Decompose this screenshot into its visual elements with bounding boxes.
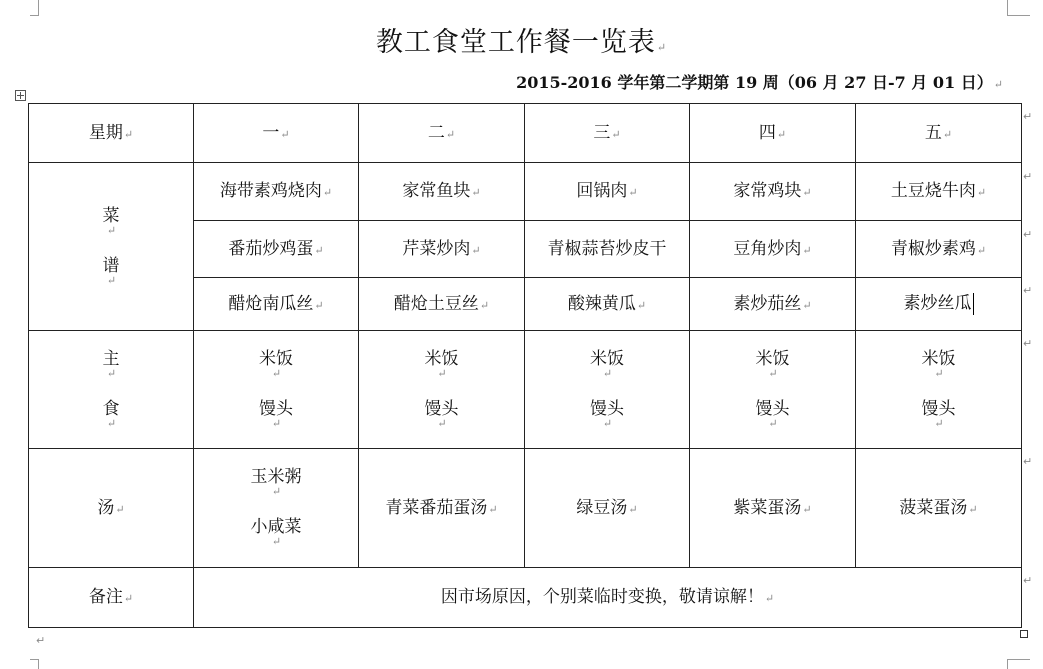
dish-text: 青椒炒素鸡 <box>890 238 976 259</box>
paragraph-mark: ↵ <box>993 78 1003 91</box>
soup-text: 小咸菜 <box>250 517 302 537</box>
row-end-mark: ↵ <box>1023 228 1033 241</box>
paragraph-mark: ↵ <box>636 298 647 312</box>
header-cell-thu[interactable] <box>690 104 856 163</box>
staple-text: 馒头 <box>590 398 624 419</box>
title-text: 教工食堂工作餐一览表 <box>375 27 656 58</box>
staple-text: 米饭 <box>921 348 956 369</box>
dish-cell[interactable] <box>359 278 525 331</box>
label-text: 食 <box>102 398 120 419</box>
row-end-mark: ↵ <box>1023 574 1033 587</box>
remarks-cell[interactable] <box>194 568 1022 628</box>
remarks-row <box>29 568 1022 628</box>
staple-text: 米饭 <box>424 348 459 369</box>
soup-row <box>29 449 1022 568</box>
soup-label-cell[interactable] <box>29 449 194 568</box>
soup-text: 绿豆汤 <box>576 497 628 518</box>
staple-cell[interactable] <box>856 331 1022 449</box>
paragraph-mark: ↵ <box>271 416 282 430</box>
dish-text: 素炒丝瓜 <box>903 293 972 314</box>
staple-text: 米饭 <box>590 348 624 369</box>
paragraph-mark: ↵ <box>768 366 778 380</box>
dish-text: 素炒茄丝 <box>733 293 802 314</box>
paragraph-mark: ↵ <box>106 366 117 380</box>
staple-label-cell[interactable] <box>29 331 194 449</box>
paragraph-mark: ↵ <box>271 485 282 498</box>
paragraph-mark: ↵ <box>488 502 498 516</box>
paragraph-mark: ↵ <box>656 41 668 54</box>
soup-text: 紫菜蛋汤 <box>733 497 802 518</box>
dish-cell[interactable] <box>194 278 359 331</box>
paragraph-mark: ↵ <box>106 416 117 430</box>
menu-table <box>28 103 1022 628</box>
menu-row-1 <box>29 163 1022 221</box>
remarks-label-cell[interactable] <box>29 568 194 628</box>
header-text: 五 <box>924 122 942 143</box>
dish-text: 家常鸡块 <box>733 181 802 201</box>
dish-cell-active[interactable] <box>856 278 1022 331</box>
menu-label-cell[interactable] <box>29 163 194 331</box>
header-cell-mon[interactable] <box>194 104 359 163</box>
page-corner-mark <box>1007 0 1030 16</box>
row-end-mark: ↵ <box>1023 284 1033 297</box>
paragraph-mark: ↵ <box>479 298 490 312</box>
dish-cell[interactable] <box>856 163 1022 221</box>
table-move-handle-icon[interactable] <box>15 90 26 101</box>
remarks-text: 因市场原因，个别菜临时变换，敬请谅解！ <box>440 587 764 607</box>
paragraph-mark: ↵ <box>314 298 324 312</box>
soup-cell[interactable] <box>359 449 525 568</box>
dish-text: 土豆烧牛肉 <box>890 181 976 201</box>
paragraph-mark: ↵ <box>437 416 447 430</box>
paragraph-mark: ↵ <box>802 186 812 199</box>
dish-cell[interactable] <box>525 278 690 331</box>
header-cell-tue[interactable] <box>359 104 525 163</box>
table-header-row <box>29 104 1022 163</box>
dish-cell[interactable] <box>856 221 1022 278</box>
header-text: 一 <box>262 122 280 143</box>
staple-cell[interactable] <box>359 331 525 449</box>
soup-text: 菠菜蛋汤 <box>899 497 968 518</box>
staple-cell[interactable] <box>194 331 359 449</box>
label-text: 菜 <box>102 205 120 226</box>
paragraph-mark: ↵ <box>628 186 638 199</box>
paragraph-mark: ↵ <box>602 366 613 380</box>
paragraph-mark: ↵ <box>802 298 812 312</box>
soup-cell[interactable] <box>194 449 359 568</box>
header-text: 星期 <box>88 122 123 143</box>
label-text: 主 <box>102 348 120 369</box>
paragraph-mark: ↵ <box>437 366 447 380</box>
dish-text: 回锅肉 <box>576 181 628 201</box>
paragraph-mark: ↵ <box>976 243 987 257</box>
paragraph-mark: ↵ <box>280 127 290 141</box>
page-corner-mark <box>30 0 39 16</box>
staple-text: 米饭 <box>755 348 790 369</box>
paragraph-mark: ↵ <box>976 186 987 199</box>
row-end-mark: ↵ <box>1023 455 1033 468</box>
paragraph-mark: ↵ <box>628 502 638 516</box>
paragraph-mark: ↵ <box>611 127 621 141</box>
label-text: 备注 <box>88 587 123 607</box>
header-text: 三 <box>593 122 611 143</box>
row-end-mark: ↵ <box>1023 110 1033 123</box>
paragraph-mark: ↵ <box>802 502 812 516</box>
paragraph-mark: ↵ <box>764 592 775 605</box>
row-end-mark: ↵ <box>1023 337 1033 350</box>
dish-cell[interactable] <box>525 221 690 278</box>
label-text: 谱 <box>102 255 120 276</box>
dish-text: 芹菜炒肉 <box>402 238 471 259</box>
paragraph-mark: ↵ <box>471 243 481 257</box>
dish-cell[interactable] <box>690 278 856 331</box>
paragraph-mark: ↵ <box>322 186 333 199</box>
document-title[interactable] <box>0 20 1043 59</box>
dish-cell[interactable] <box>690 221 856 278</box>
dish-text: 番茄炒鸡蛋 <box>228 238 314 259</box>
staple-cell[interactable] <box>525 331 690 449</box>
dish-text: 豆角炒肉 <box>733 238 802 259</box>
paragraph-mark: ↵ <box>802 243 812 257</box>
staple-cell[interactable] <box>690 331 856 449</box>
dish-cell[interactable] <box>359 163 525 221</box>
paragraph-mark: ↵ <box>602 416 613 430</box>
row-end-mark: ↵ <box>1023 170 1033 183</box>
header-cell-fri[interactable] <box>856 104 1022 163</box>
paragraph-mark: ↵ <box>106 273 117 287</box>
paragraph-mark: ↵ <box>314 243 324 257</box>
soup-text: 青菜番茄蛋汤 <box>385 497 488 518</box>
dish-cell[interactable] <box>525 163 690 221</box>
paragraph-mark: ↵ <box>123 127 134 141</box>
paragraph-mark: ↵ <box>106 223 117 237</box>
staple-text: 馒头 <box>755 398 790 419</box>
dish-cell[interactable] <box>690 163 856 221</box>
paragraph-mark: ↵ <box>36 634 46 647</box>
paragraph-mark: ↵ <box>471 186 481 199</box>
paragraph-mark: ↵ <box>942 127 953 141</box>
paragraph-mark: ↵ <box>115 502 125 516</box>
staple-text: 馒头 <box>424 398 459 419</box>
dish-text: 青椒蒜苔炒皮干 <box>547 238 667 259</box>
paragraph-mark: ↵ <box>445 127 456 141</box>
staple-row <box>29 331 1022 449</box>
subtitle-text: 2015-2016 学年第二学期第 19 周（06 月 27 日-7 月 01 日） <box>516 73 993 92</box>
staple-text: 馒头 <box>921 398 956 419</box>
soup-text: 玉米粥 <box>250 467 302 487</box>
dish-text: 海带素鸡烧肉 <box>219 181 322 201</box>
header-text: 二 <box>427 122 445 143</box>
soup-cell[interactable] <box>525 449 690 568</box>
paragraph-mark: ↵ <box>934 416 944 430</box>
dish-cell[interactable] <box>359 221 525 278</box>
label-text: 汤 <box>97 497 115 518</box>
paragraph-mark: ↵ <box>776 127 787 141</box>
dish-text: 家常鱼块 <box>402 181 471 201</box>
soup-cell[interactable] <box>856 449 1022 568</box>
soup-cell[interactable] <box>690 449 856 568</box>
paragraph-mark: ↵ <box>934 366 944 380</box>
paragraph-mark: ↵ <box>123 592 134 605</box>
header-text: 四 <box>758 122 776 143</box>
dish-text: 酸辣黄瓜 <box>567 293 636 314</box>
staple-text: 馒头 <box>259 398 293 419</box>
paragraph-mark: ↵ <box>271 366 282 380</box>
dish-cell[interactable] <box>194 221 359 278</box>
header-cell-wed[interactable] <box>525 104 690 163</box>
dish-text: 醋炝土豆丝 <box>393 293 479 314</box>
staple-text: 米饭 <box>259 348 293 369</box>
table-resize-handle-icon[interactable] <box>1020 630 1028 638</box>
week-subtitle[interactable] <box>516 70 1003 93</box>
paragraph-mark: ↵ <box>968 502 978 516</box>
dish-cell[interactable] <box>194 163 359 221</box>
paragraph-mark: ↵ <box>768 416 778 430</box>
paragraph-mark: ↵ <box>271 535 282 548</box>
text-cursor <box>973 293 974 315</box>
dish-text: 醋炝南瓜丝 <box>228 293 314 314</box>
header-cell-weekday[interactable] <box>29 104 194 163</box>
